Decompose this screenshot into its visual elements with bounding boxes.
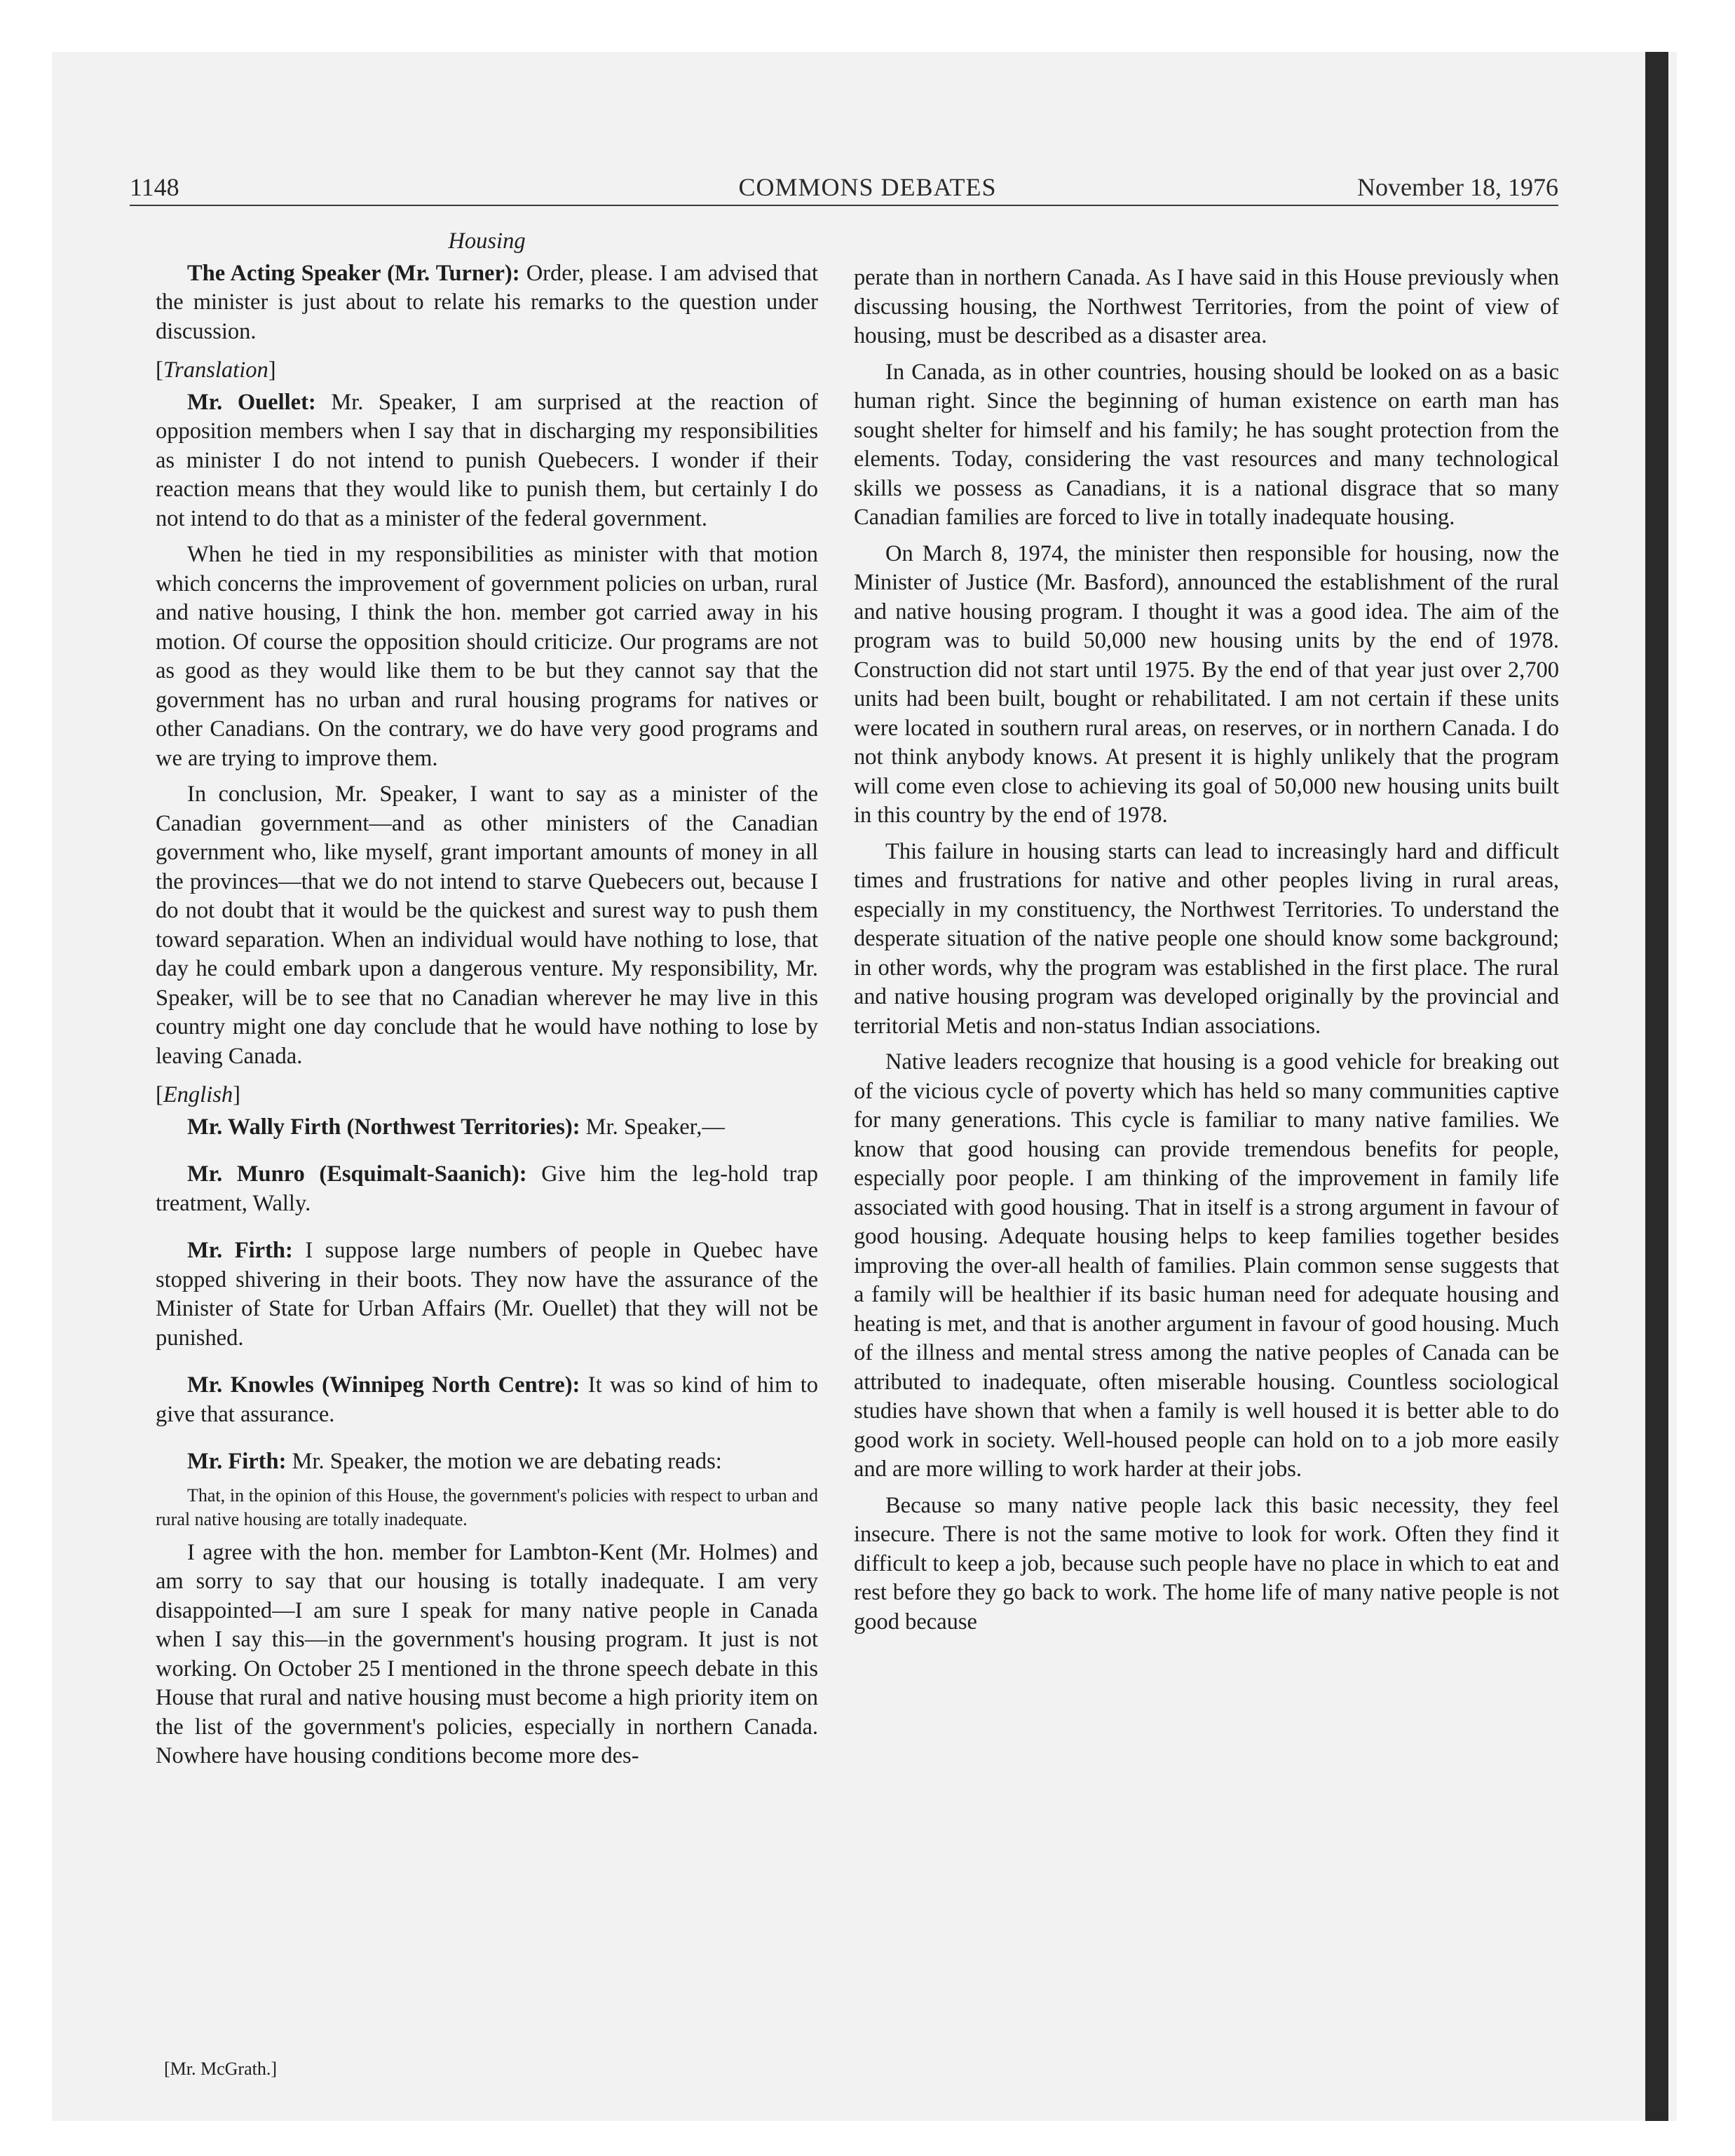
paragraph (156, 388, 818, 534)
section-heading: Housing (448, 228, 526, 254)
right-column (854, 264, 1559, 1644)
paragraph: In conclusion, Mr. Speaker, I want to say as a minister of the Canadian government—and as other ministers of the Canadian government who, like myself, grant important amounts of money in all the provinces—that we do not intend to starve Quebecers out, because I do not doubt that it would be the quickest and surest way to push them toward separation. When an individual would have nothing to lose, that day he could embark upon a dangerous venture. My responsibility, Mr. Speaker, will be to see that no Canadian wherever he may live in this country might one day conclude that he would have nothing to lose by leaving Canada. (156, 782, 818, 1069)
page-number: 1148 (130, 173, 179, 201)
speech-text: Mr. Speaker,— (580, 1114, 725, 1140)
paragraph (156, 1160, 818, 1218)
paragraph (156, 1236, 818, 1353)
paragraph: Because so many native people lack this basic necessity, they feel insecure. There is not the same motive to look for work. Often they find it difficult to keep a job, because such people have no place in which to eat and rest before they go back to work. The home life of many native people is not good because (854, 1492, 1559, 1635)
scan-edge-shadow (1645, 52, 1668, 2121)
speech-text: It was so kind of him to give that assurance. (156, 1372, 819, 1427)
paragraph: perate than in northern Canada. As I have said in this House previously when discussing housing, the Northwest Territories, from the point of view of housing, must be described as a disaster area. (854, 265, 1559, 348)
speaker-name: The Acting Speaker (Mr. Turner): (187, 260, 520, 286)
speech-text: Give him the leg-hold trap treatment, Wally. (156, 1161, 818, 1216)
paragraph: This failure in housing starts can lead to increasingly hard and difficult times and frustrations for native and other peoples living in rural areas, especially in my constituency, the Northwest Territories. To understand the desperate situation of the native people one should know some background; in other words, why the program was established in the first place. The rural and native housing program was developed originally by the provincial and territorial Metis and non-status Indian associations. (854, 838, 1559, 1039)
speech-text: Mr. Speaker, the motion we are debating reads: (286, 1449, 722, 1474)
paragraph (156, 1113, 818, 1142)
footer-note: [Mr. McGrath.] (164, 2059, 278, 2079)
language-label: English (163, 1082, 233, 1107)
speaker-name: Mr. Firth: (187, 1449, 287, 1474)
speech-text: Mr. Speaker, I am surprised at the reaction of opposition members when I say that in discharging my responsibilities as minister I do not intend to punish Quebecers. I wonder if their reaction means that they would like to punish them, but certainly I do not intend to do that as a minister of the federal government. (156, 389, 818, 531)
speaker-name: Mr. Ouellet: (187, 389, 316, 415)
header-rule (130, 205, 1558, 206)
paragraph (156, 1447, 818, 1477)
paragraph: I agree with the hon. member for Lambton-Kent (Mr. Holmes) and am sorry to say that our housing is totally inadequate. I am very disappointed—I am sure I speak for many native people in Canada when I say this—in the government's housing program. It just is not working. On October 25 I mentioned in the throne speech debate in this House that rural and native housing must become a high priority item on the list of the government's policies, especially in northern Canada. Nowhere have housing conditions become more des- (156, 1539, 818, 1768)
paragraph: When he tied in my responsibilities as minister with that motion which concerns the improvement of government policies on urban, rural and native housing, I think the hon. member got carried away in his motion. Of course the opposition should criticize. Our programs are not as good as they would like them to be but they cannot say that the government has no urban and rural housing programs for natives or other Canadians. On the contrary, we do have very good programs and we are trying to improve them. (156, 542, 818, 771)
publication-title: COMMONS DEBATES (738, 173, 997, 201)
issue-date: November 18, 1976 (1357, 173, 1558, 201)
language-label: Translation (163, 357, 268, 383)
speaker-name: Mr. Knowles (Winnipeg North Centre): (187, 1372, 580, 1398)
paragraph: On March 8, 1974, the minister then responsible for housing, now the Minister of Justice (Mr. Basford), announced the establishment of the rural and native housing program. I thought it was a good idea. The aim of the program was to build 50,000 new housing units by the end of 1978. Construction did not start until 1975. By the end of that year just over 2,700 units had been built, bought or rehabilitated. I am not certain if these units were located in southern rural areas, on reserves, or in northern Canada. I do not think anybody knows. At present it is highly unlikely that the program will come even close to achieving its goal of 50,000 new housing units built in this country by the end of 1978. (854, 540, 1559, 828)
speaker-name: Mr. Wally Firth (Northwest Territories): (187, 1114, 580, 1140)
language-marker: [English] (156, 1082, 240, 1107)
speech-text: Order, please. I am advised that the minister is just about to relate his remarks to the question under discussion. (156, 260, 818, 344)
left-column (156, 227, 818, 1778)
paragraph (156, 1371, 818, 1429)
speech-text: I suppose large numbers of people in Quebec have stopped shivering in their boots. They now have the assurance of the Minister of State for Urban Affairs (Mr. Ouellet) that they will not be punished. (156, 1238, 818, 1351)
speaker-name: Mr. Firth: (187, 1238, 293, 1263)
motion-quote: That, in the opinion of this House, the government's policies with respect to urban and rural native housing are totally inadequate. (156, 1485, 818, 1529)
paragraph: In Canada, as in other countries, housing should be looked on as a basic human right. Since the beginning of human existence on earth man has sought shelter for himself and his family; he has sought protection from the elements. Today, considering the vast resources and many technological skills we possess as Canadians, it is a national disgrace that so many Canadian families are forced to live in totally inadequate housing. (854, 359, 1559, 530)
speaker-name: Mr. Munro (Esquimalt-Saanich): (187, 1161, 527, 1187)
paragraph: Native leaders recognize that housing is a good vehicle for breaking out of the vicious cycle of poverty which has held so many communities captive for many generations. This cycle is familiar to many native families. We know that good housing can provide tremendous benefits for people, especially poor people. I am thinking of the improvement in family life associated with good housing. That in itself is a strong argument in favour of good housing. Adequate housing helps to keep families together besides improving the over-all health of families. Plain common sense suggests that a family will be healthier if its basic human need for adequate housing and heating is met, and that is another argument in favour of good housing. Much of the illness and mental stress among the native peoples of Canada can be attributed to inadequate, often miserable housing. Countless sociological studies have shown that when a family is well housed it is better able to do good work in society. Well-housed people can hold on to a job more easily and are more willing to work harder at their jobs. (854, 1049, 1559, 1482)
language-marker: [Translation] (156, 357, 276, 383)
paragraph (156, 259, 818, 347)
